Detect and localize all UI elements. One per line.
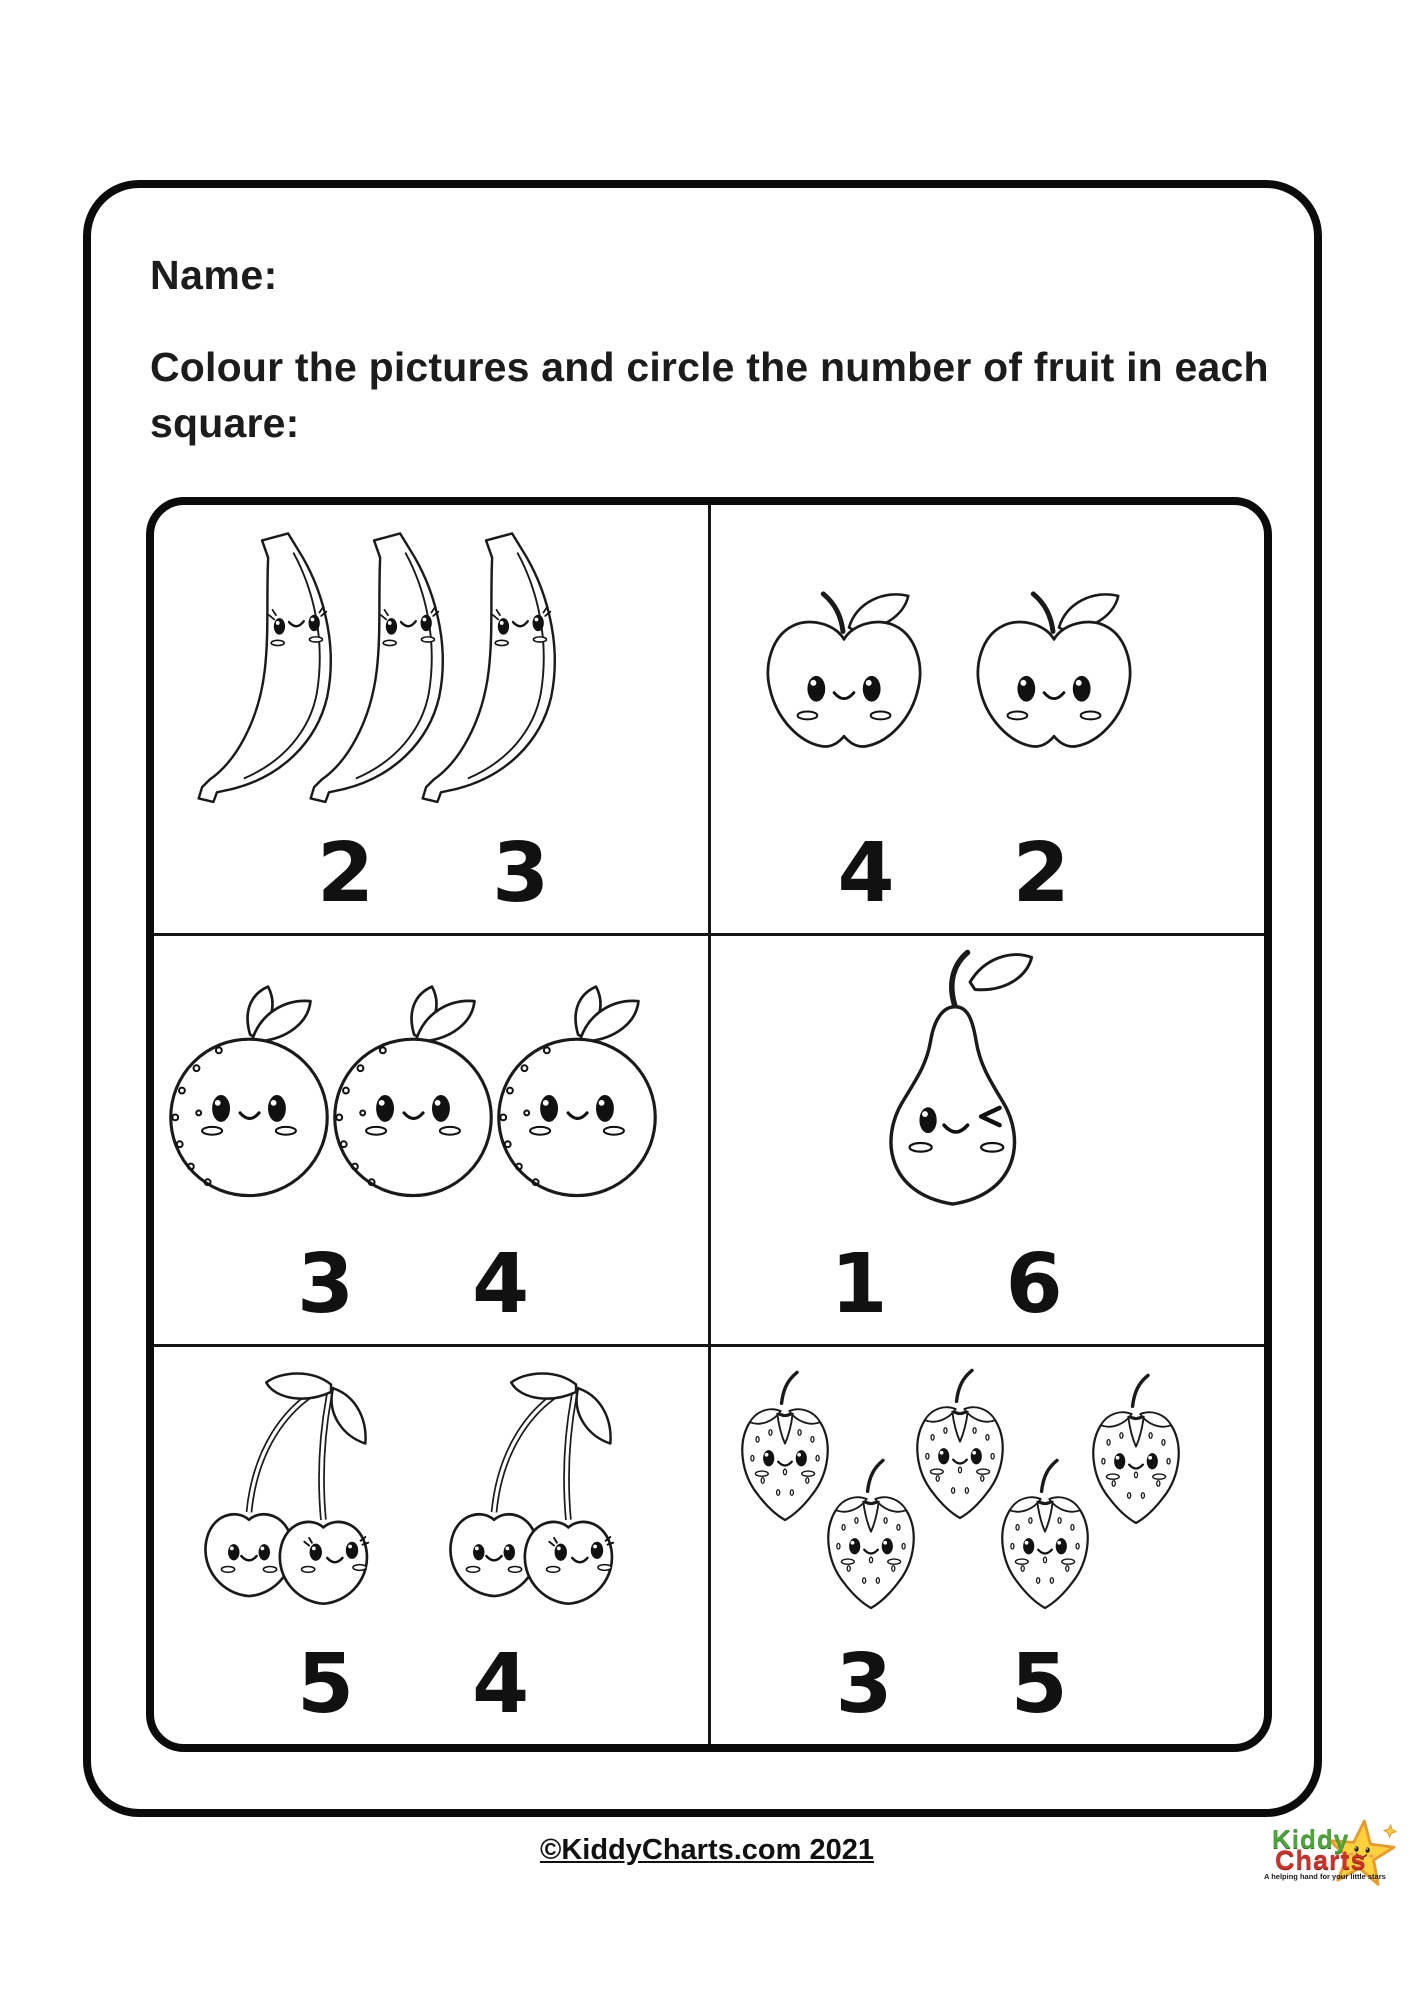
number-option[interactable]: 4 bbox=[837, 826, 895, 921]
kiddycharts-logo bbox=[1262, 1824, 1414, 1919]
apple-icon bbox=[760, 578, 928, 761]
orange-group bbox=[136, 936, 690, 1244]
name-label: Name: bbox=[150, 252, 278, 298]
cell-oranges bbox=[154, 936, 711, 1347]
cherries-icon bbox=[433, 1369, 638, 1622]
apple-group bbox=[672, 505, 1225, 833]
number-option[interactable]: 6 bbox=[1005, 1237, 1063, 1332]
orange-icon bbox=[482, 981, 672, 1199]
number-options bbox=[136, 1637, 690, 1732]
number-options bbox=[675, 1637, 1228, 1732]
logo-word-charts: Charts bbox=[1275, 1845, 1367, 1875]
activity-grid bbox=[146, 497, 1272, 1752]
orange-icon bbox=[154, 981, 344, 1199]
strawberry-icon bbox=[990, 1457, 1100, 1620]
number-option[interactable]: 5 bbox=[297, 1637, 355, 1732]
logo-tagline: A helping hand for your little stars bbox=[1264, 1872, 1386, 1881]
number-option[interactable]: 5 bbox=[1010, 1637, 1068, 1732]
cherry-group bbox=[136, 1347, 690, 1644]
cell-apples bbox=[711, 505, 1264, 936]
cell-strawberries bbox=[711, 1347, 1264, 1744]
number-option[interactable]: 2 bbox=[1012, 826, 1070, 921]
number-option[interactable]: 3 bbox=[492, 826, 550, 921]
number-option[interactable]: 3 bbox=[835, 1637, 893, 1732]
number-option[interactable]: 1 bbox=[830, 1237, 888, 1332]
cherries-icon bbox=[188, 1369, 393, 1622]
number-options bbox=[156, 826, 710, 921]
strawberry-group bbox=[711, 1347, 1264, 1644]
cell-bananas bbox=[154, 505, 711, 936]
number-option[interactable]: 3 bbox=[297, 1237, 355, 1332]
orange-icon bbox=[318, 981, 508, 1199]
banana-icon bbox=[189, 530, 389, 808]
strawberry-icon bbox=[816, 1457, 926, 1620]
cell-cherries bbox=[154, 1347, 711, 1744]
number-options bbox=[136, 1237, 690, 1332]
number-option[interactable]: 2 bbox=[317, 826, 375, 921]
number-options bbox=[670, 1237, 1223, 1332]
copyright-credit: ©KiddyCharts.com 2021 bbox=[539, 1834, 875, 1866]
number-options bbox=[677, 826, 1230, 921]
instructions-text: Colour the pictures and circle the number of fruit in each square: bbox=[150, 344, 1269, 446]
pear-group bbox=[675, 936, 1228, 1244]
pear-icon bbox=[859, 945, 1044, 1235]
apple-icon bbox=[970, 578, 1138, 761]
number-option[interactable]: 4 bbox=[472, 1637, 530, 1732]
banana-group bbox=[124, 505, 678, 833]
cell-pear bbox=[711, 936, 1264, 1347]
logo-word-kiddy: Kiddy bbox=[1272, 1824, 1350, 1854]
number-option[interactable]: 4 bbox=[472, 1237, 530, 1332]
